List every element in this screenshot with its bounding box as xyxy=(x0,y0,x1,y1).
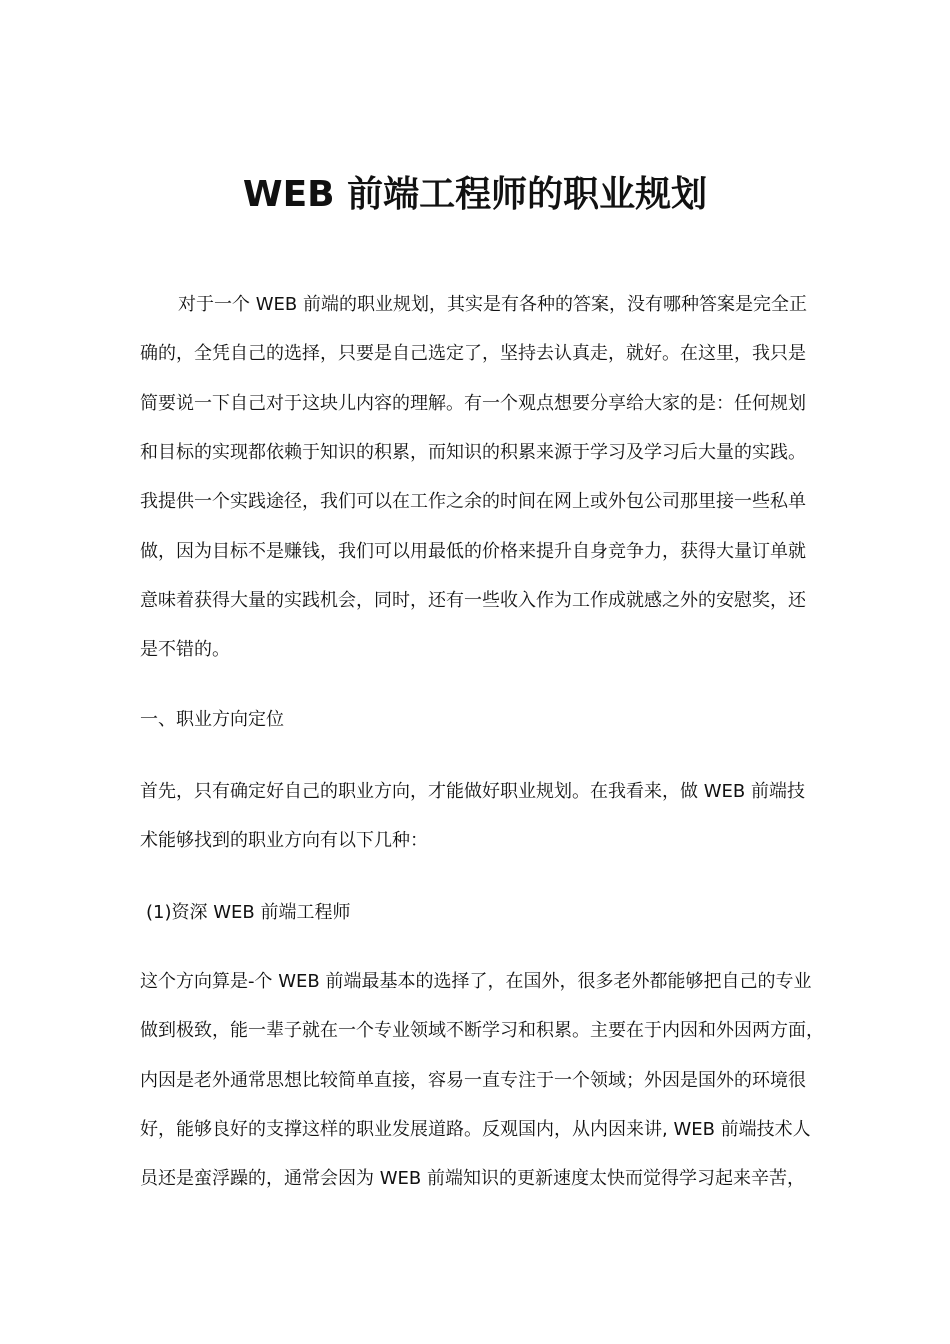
paragraph-line: 简要说一下自己对于这块儿内容的理解。有一个观点想要分享给大家的是：任何规划 xyxy=(140,393,806,414)
paragraph-line: 术能够找到的职业方向有以下几种： xyxy=(140,830,428,851)
paragraph-line: 员还是蛮浮躁的，通常会因为 WEB 前端知识的更新速度太快而觉得学习起来辛苦， xyxy=(140,1168,805,1189)
paragraph-line: 首先，只有确定好自己的职业方向，才能做好职业规划。在我看来，做 WEB 前端技 xyxy=(140,781,805,802)
paragraph-line: 是不错的。 xyxy=(140,639,230,660)
paragraph-line: 确的，全凭自己的选择，只要是自己选定了，坚持去认真走，就好。在这里，我只是 xyxy=(140,343,806,364)
paragraph-line: 和目标的实现都依赖于知识的积累，而知识的积累来源于学习及学习后大量的实践。 xyxy=(140,442,806,463)
paragraph-line: 对于一个 WEB 前端的职业规划，其实是有各种的答案，没有哪种答案是完全正 xyxy=(178,294,807,315)
paragraph-line: 做，因为目标不是赚钱，我们可以用最低的价格来提升自身竞争力，获得大量订单就 xyxy=(140,541,806,562)
paragraph-line: 内因是老外通常思想比较简单直接，容易一直专注于一个领域；外因是国外的环境很 xyxy=(140,1070,806,1091)
paragraph-line: 意味着获得大量的实践机会，同时，还有一些收入作为工作成就感之外的安慰奖，还 xyxy=(140,590,806,611)
paragraph-line: 这个方向算是-个 WEB 前端最基本的选择了，在国外，很多老外都能够把自己的专业 xyxy=(140,971,812,992)
paragraph-line: 我提供一个实践途径，我们可以在工作之余的时间在网上或外包公司那里接一些私单 xyxy=(140,491,806,512)
paragraph-line: 做到极致，能一辈子就在一个专业领域不断学习和积累。主要在于内因和外因两方面， xyxy=(140,1020,824,1041)
document-title: WEB 前端工程师的职业规划 xyxy=(242,174,708,215)
subsection-heading: (1)资深 WEB 前端工程师 xyxy=(146,902,351,923)
paragraph-line: 好，能够良好的支撑这样的职业发展道路。反观国内，从内因来讲, WEB 前端技术人 xyxy=(140,1119,811,1140)
section-heading: 一、职业方向定位 xyxy=(140,709,284,730)
